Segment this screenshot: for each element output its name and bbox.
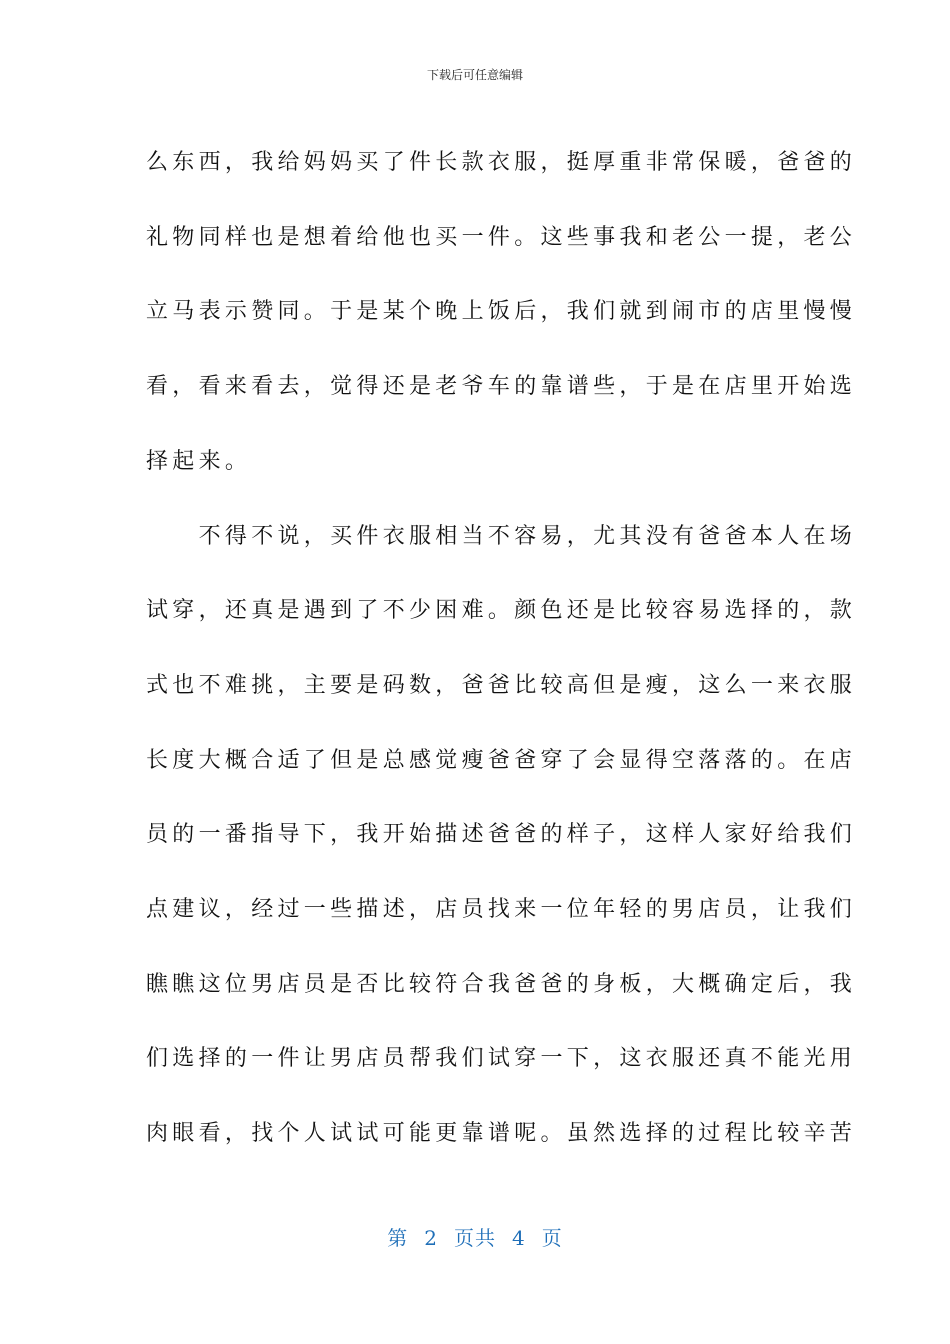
footer-label-di: 第 bbox=[387, 1226, 409, 1250]
text-line: 长度大概合适了但是总感觉瘦爸爸穿了会显得空落落的。在店 bbox=[146, 747, 857, 773]
paragraph bbox=[146, 126, 857, 500]
text-line: 么东西，我给妈妈买了件长款衣服，挺厚重非常保暖，爸爸的 bbox=[146, 150, 857, 175]
text-line: 点建议，经过一些描述，店员找来一位年轻的男店员，让我们 bbox=[146, 897, 857, 923]
text-line: 不得不说，买件衣服相当不容易，尤其没有爸爸本人在场 bbox=[146, 523, 857, 549]
text-line: 员的一番指导下，我开始描述爸爸的样子，这样人家好给我们 bbox=[146, 822, 857, 848]
current-page-number: 2 bbox=[424, 1226, 438, 1250]
page-footer bbox=[0, 1226, 950, 1250]
text-line: 式也不难挑，主要是码数，爸爸比较高但是瘦，这么一来衣服 bbox=[146, 672, 857, 698]
total-page-number: 4 bbox=[512, 1226, 526, 1250]
page-header: 下载后可任意编辑 bbox=[426, 68, 523, 82]
document-body bbox=[146, 126, 857, 1172]
footer-label-ye: 页 bbox=[541, 1226, 563, 1250]
paragraph bbox=[146, 500, 857, 1172]
text-line: 肉眼看，找个人试试可能更靠谱呢。虽然选择的过程比较辛苦 bbox=[146, 1121, 857, 1147]
text-line: 们选择的一件让男店员帮我们试穿一下，这衣服还真不能光用 bbox=[146, 1046, 857, 1072]
text-line: 礼物同样也是想着给他也买一件。这些事我和老公一提，老公 bbox=[146, 224, 857, 250]
text-line: 择起来。 bbox=[146, 448, 252, 474]
footer-label-ye-gong: 页共 bbox=[454, 1226, 496, 1250]
text-line: 立马表示赞同。于是某个晚上饭后，我们就到闹市的店里慢慢 bbox=[146, 299, 857, 325]
text-line: 瞧瞧这位男店员是否比较符合我爸爸的身板，大概确定后，我 bbox=[146, 971, 857, 997]
text-line: 试穿，还真是遇到了不少困难。颜色还是比较容易选择的，款 bbox=[146, 598, 857, 624]
text-line: 看，看来看去，觉得还是老爷车的靠谱些，于是在店里开始选 bbox=[146, 374, 857, 400]
